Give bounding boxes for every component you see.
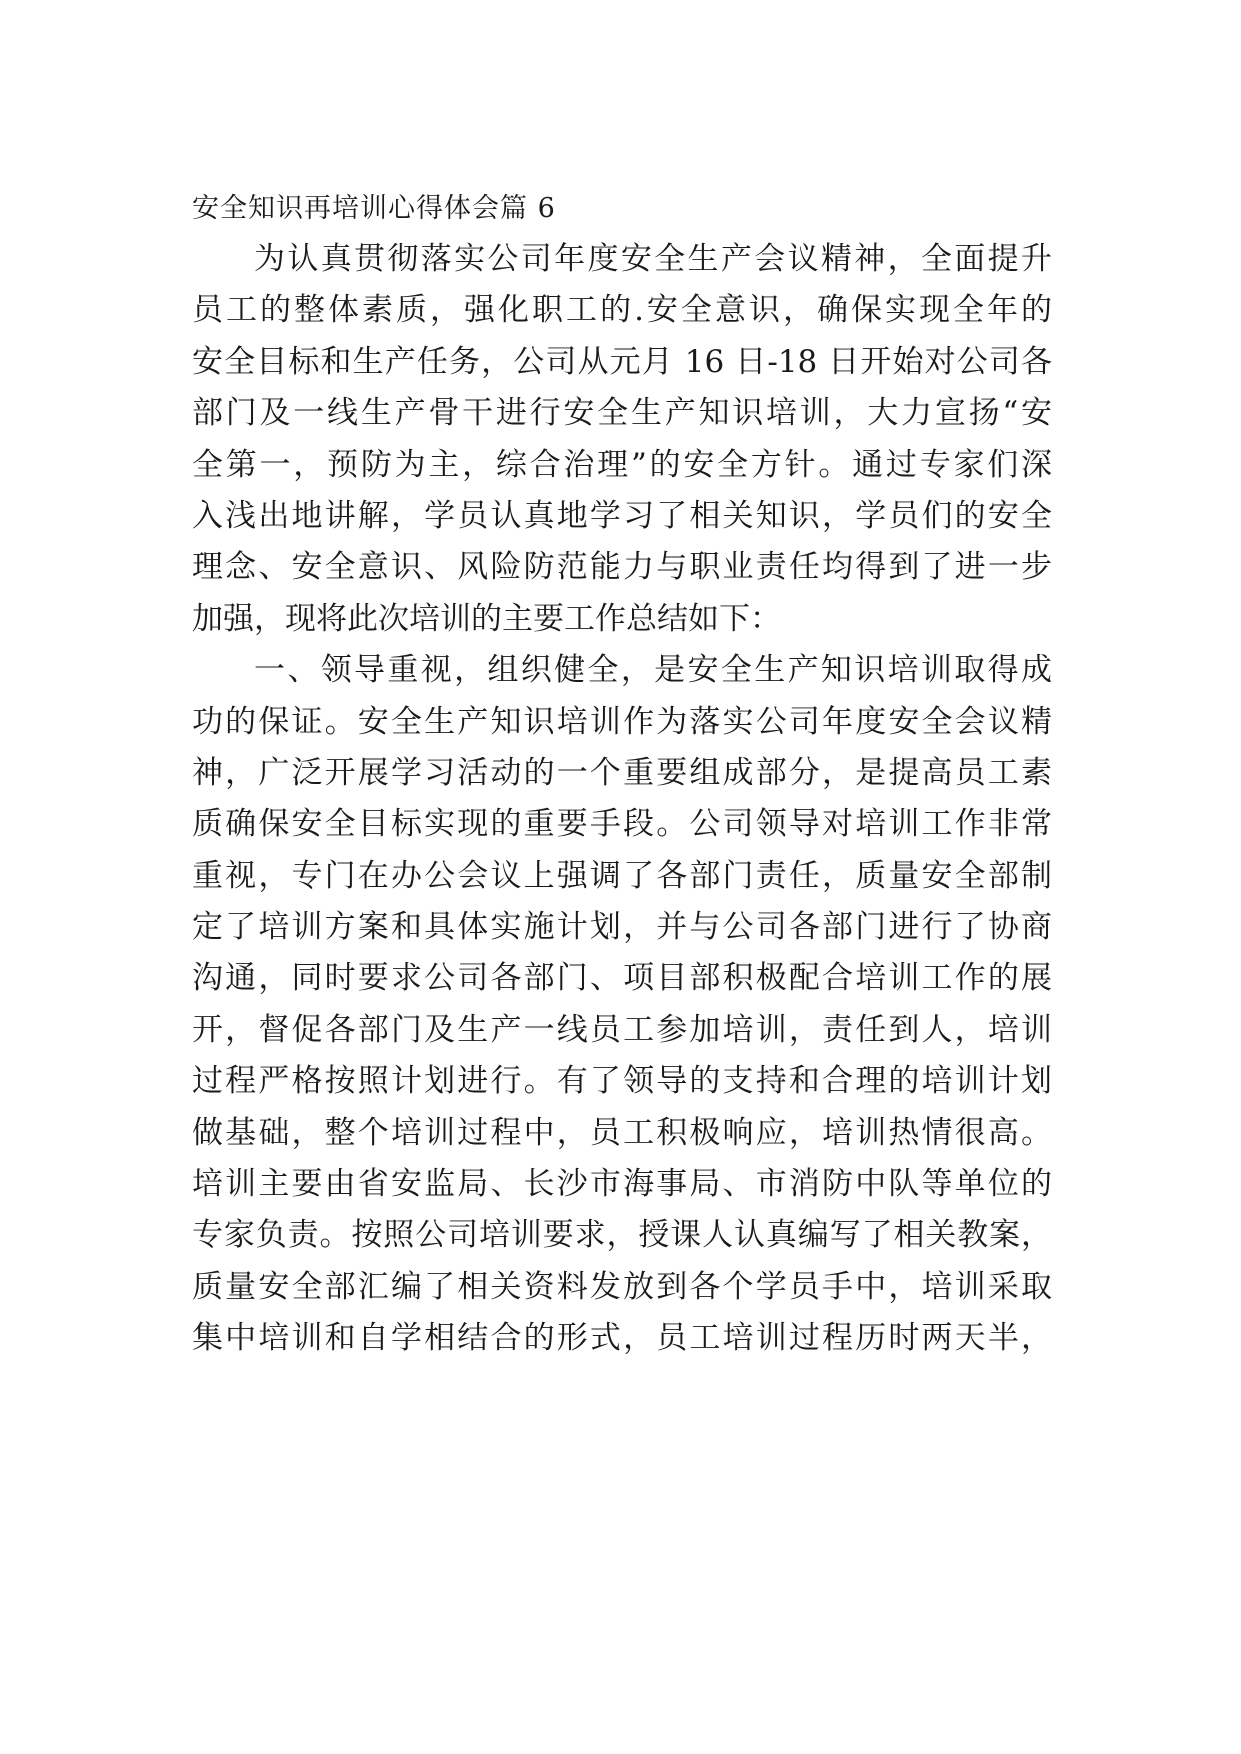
paragraph-line: 神，广泛开展学习活动的一个重要组成部分，是提高员工素 (192, 754, 1052, 791)
paragraph-line: 一、领导重视，组织健全，是安全生产知识培训取得成 (254, 652, 1052, 689)
document-title: 安全知识再培训心得体会篇 6 (192, 193, 556, 224)
paragraph-line: 质确保安全目标实现的重要手段。公司领导对培训工作非常 (192, 806, 1052, 843)
paragraph-line: 质量安全部汇编了相关资料发放到各个学员手中，培训采取 (192, 1268, 1052, 1305)
paragraph-line: 沟通，同时要求公司各部门、项目部积极配合培训工作的展 (192, 960, 1052, 997)
paragraph-line: 加强，现将此次培训的主要工作总结如下： (192, 600, 781, 637)
paragraph-line: 培训主要由省安监局、长沙市海事局、市消防中队等单位的 (192, 1166, 1052, 1203)
paragraph-line: 专家负责。按照公司培训要求，授课人认真编写了相关教案， (192, 1217, 1052, 1254)
paragraph-line: 开，督促各部门及生产一线员工参加培训，责任到人，培训 (192, 1011, 1052, 1048)
document-body (192, 183, 1052, 1365)
paragraph-line: 入浅出地讲解，学员认真地学习了相关知识，学员们的安全 (192, 497, 1052, 534)
paragraph-line: 过程严格按照计划进行。有了领导的支持和合理的培训计划 (192, 1063, 1052, 1100)
paragraph-line: 全第一，预防为主，综合治理”的安全方针。通过专家们深 (192, 446, 1052, 483)
paragraph-line: 部门及一线生产骨干进行安全生产知识培训，大力宣扬“安 (192, 395, 1052, 432)
paragraph-line: 理念、安全意识、风险防范能力与职业责任均得到了进一步 (192, 549, 1052, 586)
paragraph-line: 为认真贯彻落实公司年度安全生产会议精神，全面提升 (254, 241, 1052, 277)
paragraph-line: 集中培训和自学相结合的形式，员工培训过程历时两天半， (192, 1320, 1052, 1357)
paragraph-line: 重视，专门在办公会议上强调了各部门责任，质量安全部制 (192, 857, 1052, 894)
paragraph-line: 做基础，整个培训过程中，员工积极响应，培训热情很高。 (192, 1114, 1052, 1151)
paragraph-line: 员工的整体素质，强化职工的.安全意识，确保实现全年的 (192, 292, 1052, 329)
paragraph-line: 安全目标和生产任务，公司从元月 16 日-18 日开始对公司各 (192, 343, 1052, 380)
paragraph-line: 功的保证。安全生产知识培训作为落实公司年度安全会议精 (192, 703, 1052, 740)
paragraph-line: 定了培训方案和具体实施计划，并与公司各部门进行了协商 (192, 909, 1052, 946)
